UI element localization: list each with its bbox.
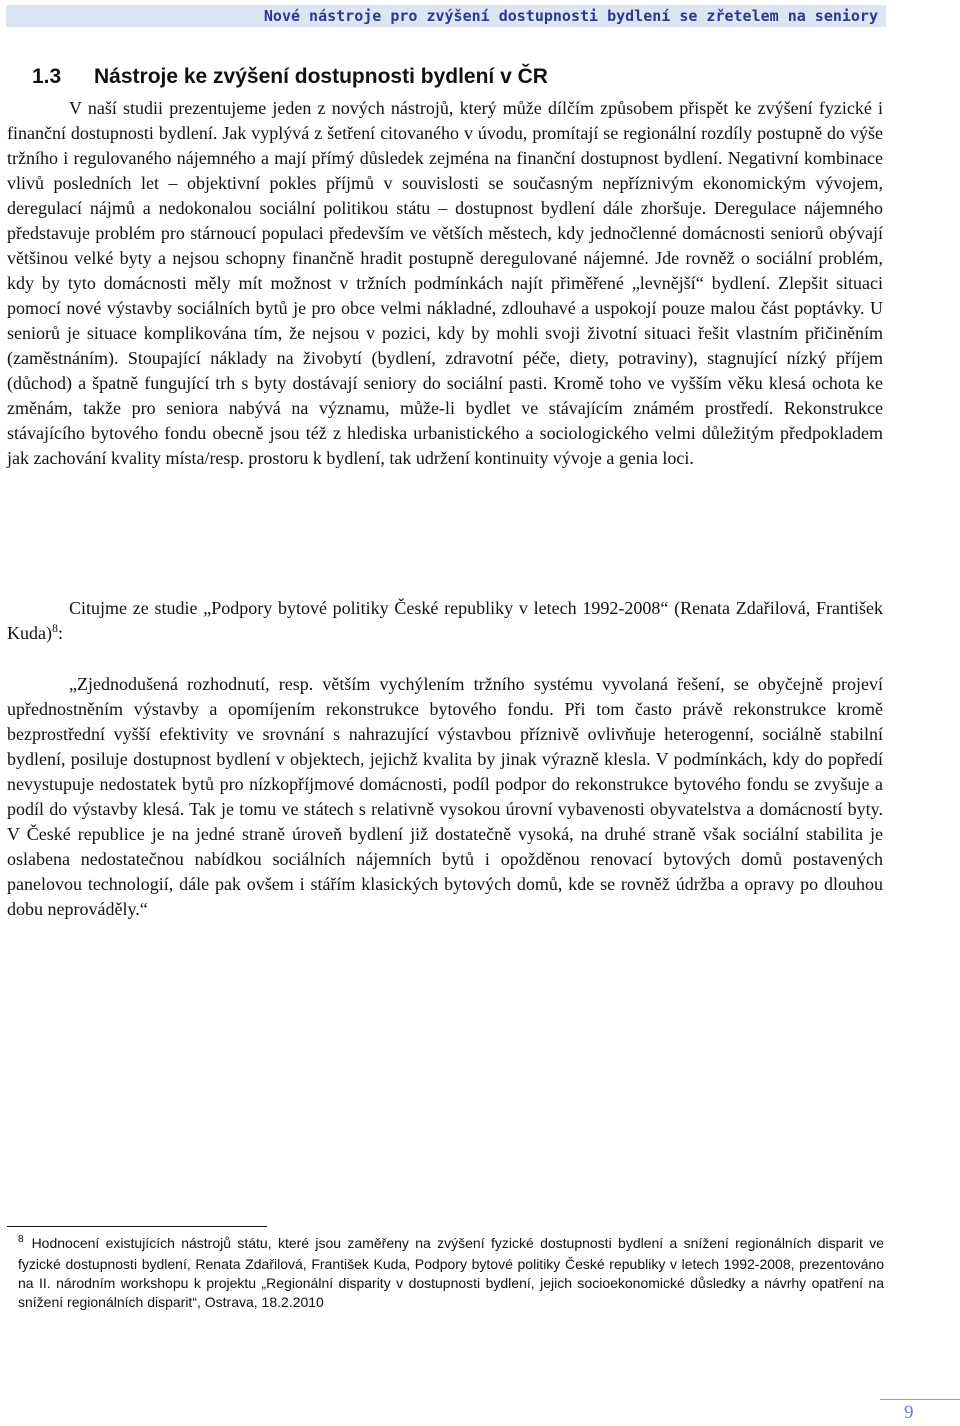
page-number: 9: [904, 1402, 914, 1423]
body-paragraph-main: [7, 96, 883, 471]
citation-paragraph: [7, 596, 883, 646]
section-heading: [32, 65, 548, 89]
footnote-divider: [7, 1226, 267, 1227]
body-paragraph-quote: [7, 672, 883, 922]
section-number: 1.3: [32, 65, 62, 88]
footnote: [18, 1234, 884, 1312]
page-number-divider: [880, 1399, 960, 1400]
footnote-text: Hodnocení existujících nástrojů státu, které jsou zaměřeny na zvýšení fyzické dostupnosti bydlení a snížení regionálních disparit ve fyzické dostupnosti bydlení, Renata Zdařilová, František Kuda, Podpory bytové politiky České republiky v letech 1992-2008, prezentováno na II. národním workshopu k projektu „Regionální disparity v dostupnosti bydlení, jejich socioekonomické důsledky a návrhy opatření na snížení regionálních disparit“, Ostrava, 18.2.2010: [18, 1235, 884, 1310]
footnote-mark: 8: [18, 1234, 24, 1245]
running-header: [6, 5, 886, 27]
footnote-reference[interactable]: 8: [51, 621, 58, 635]
paragraph-text: V naší studii prezentujeme jeden z nových nástrojů, který může dílčím způsobem přispět ke zvýšení fyzické i finanční dostupnosti bydlení. Jak vyplývá z šetření citovaného v úvodu, promítají se regionální rozdíly postupně do výše tržního i regulovaného nájemného a mají přímý důsledek zejména na finanční dostupnost bydlení. Negativní kombinace vlivů posledních let – objektivní pokles příjmů v souvislosti se současným nepříznivým ekonomickým vývojem, deregulací nájmů a nedokonalou sociální politikou státu – dostupnost bydlení dále zhoršuje. Deregulace nájemného představuje problém pro stárnoucí populaci především ve větších městech, kdy jednočlenné domácnosti seniorů obývají většinou velké byty a nejsou schopny finančně hradit postupně deregulované nájemné. Jde rovněž o sociální problém, kdy by tyto domácnosti měly mít možnost v tržních podmínkách najít přiměřené „levnější“ bydlení. Zlepšit situaci pomocí nové výstavby sociálních bytů je pro obce velmi nákladné, zdlouhavé a uspokojí pouze malou část poptávky. U seniorů je situace komplikována tím, že nejsou v pozici, kdy by mohli svoji životní situaci řešit vlastním přičiněním (zaměstnáním). Stoupající náklady na živobytí (bydlení, zdravotní péče, diety, potraviny), stagnující nízký příjem (důchod) a špatně fungující trh s byty dostávají seniory do sociální pasti. Kromě toho ve vyšším věku klesá ochota ke změnám, takže pro seniora nabývá na významu, může-li bydlet ve stávajícím známém prostředí. Rekonstrukce stávajícího bytového fondu obecně jsou též z hlediska urbanistického a sociologického velmi důležitým předpokladem jak zachování kvality místa/resp. prostoru k bydlení, tak udržení kontinuity vývoje a genia loci.: [7, 98, 883, 468]
citation-text: Citujme ze studie „Podpory bytové politiky České republiky v letech 1992-2008“ (Renata Zdařilová, František Kuda): [7, 598, 883, 643]
running-header-title: Nové nástroje pro zvýšení dostupnosti bydlení se zřetelem na seniory: [263, 7, 878, 25]
citation-colon: :: [57, 623, 63, 643]
quote-text: „Zjednodušená rozhodnutí, resp. větším vychýlením tržního systému vyvolaná řešení, se obyčejně projeví upřednostněním výstavby a opomíjením rekonstrukce bytového fondu. Při tom často právě rekonstrukce kromě bezprostřední vyšší efektivity ve srovnání s nahrazující výstavbou příznivě ovlivňuje heterogenní, sociálně stabilní bydlení, posiluje dostupnost bydlení v objektech, jejichž kvalita by jinak výrazně klesla. V podmínkách, kdy do popředí nevystupuje nedostatek bytů pro nízkopříjmové domácnosti, podíl podpor do rekonstrukce bytového fondu se zvyšuje a podíl do výstavby klesá. Tak je tomu ve státech s relativně vysokou úrovní vybavenosti obyvatelstva a domácností byty. V České republice je na jedné straně úroveň bydlení již dostatečně vysoká, na druhé straně však sociální stabilita je oslabena nedostatečnou nabídkou sociálních nájemních bytů i opožděnou renovací bytových domů postavených panelovou technologií, dále pak ovšem i stářím klasických bytových domů, kde se rovněž údržba a opravy po dlouhou dobu neprováděly.“: [7, 674, 883, 919]
body-paragraph-citation: [7, 596, 883, 646]
section-title: Nástroje ke zvýšení dostupnosti bydlení v ČR: [94, 65, 548, 88]
